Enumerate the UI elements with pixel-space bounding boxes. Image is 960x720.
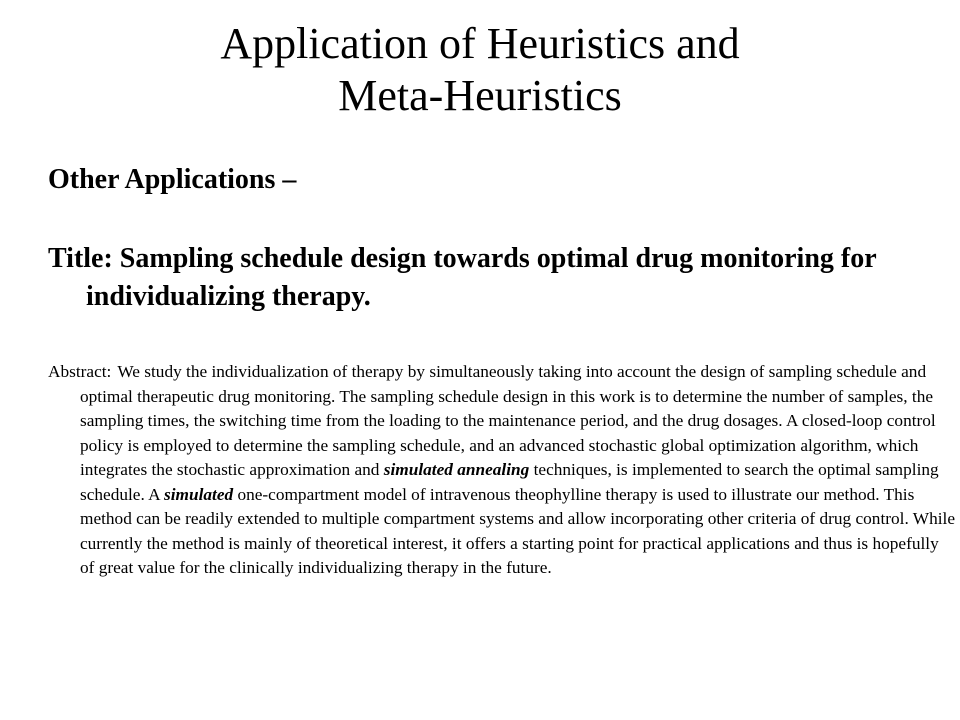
slide-title-line-1: Application of Heuristics and	[220, 19, 740, 68]
slide-title	[0, 18, 960, 122]
abstract-text-part-2: techniques, is implemented to search the optimal sampling schedule. A	[80, 460, 939, 504]
abstract-label: Abstract:	[48, 362, 112, 381]
abstract-text-part-1: We study the individualization of therapy by simultaneously taking into account the design of sampling schedule and optimal therapeutic drug monitoring. The sampling schedule design in this work is to determine the number of samples, the sampling times, the switching time from the loading to the maintenance period, and the drug dosages. A closed-loop control policy is employed to determine the sampling schedule, and an advanced stochastic global optimization algorithm, which integrates the stochastic approximation and	[80, 362, 936, 479]
abstract-paragraph	[48, 360, 955, 581]
abstract-emphasis-simulated-annealing: simulated annealing	[383, 460, 530, 479]
slide-title-line-2: Meta-Heuristics	[338, 71, 622, 120]
section-heading: Other Applications –	[48, 164, 297, 195]
abstract-text-part-3: one-compartment model of intravenous theophylline therapy is used to illustrate our method. This method can be readily extended to multiple compartment systems and allow incorporating other criteria of drug control. While currently the method is mainly of theoretical interest, it offers a starting point for practical applications and thus is hopefully of great value for the clinically individualizing therapy in the future.	[80, 484, 955, 577]
paper-title: Title: Sampling schedule design towards optimal drug monitoring for individualizing therapy.	[48, 243, 877, 312]
abstract-emphasis-simulated: simulated	[164, 484, 234, 504]
